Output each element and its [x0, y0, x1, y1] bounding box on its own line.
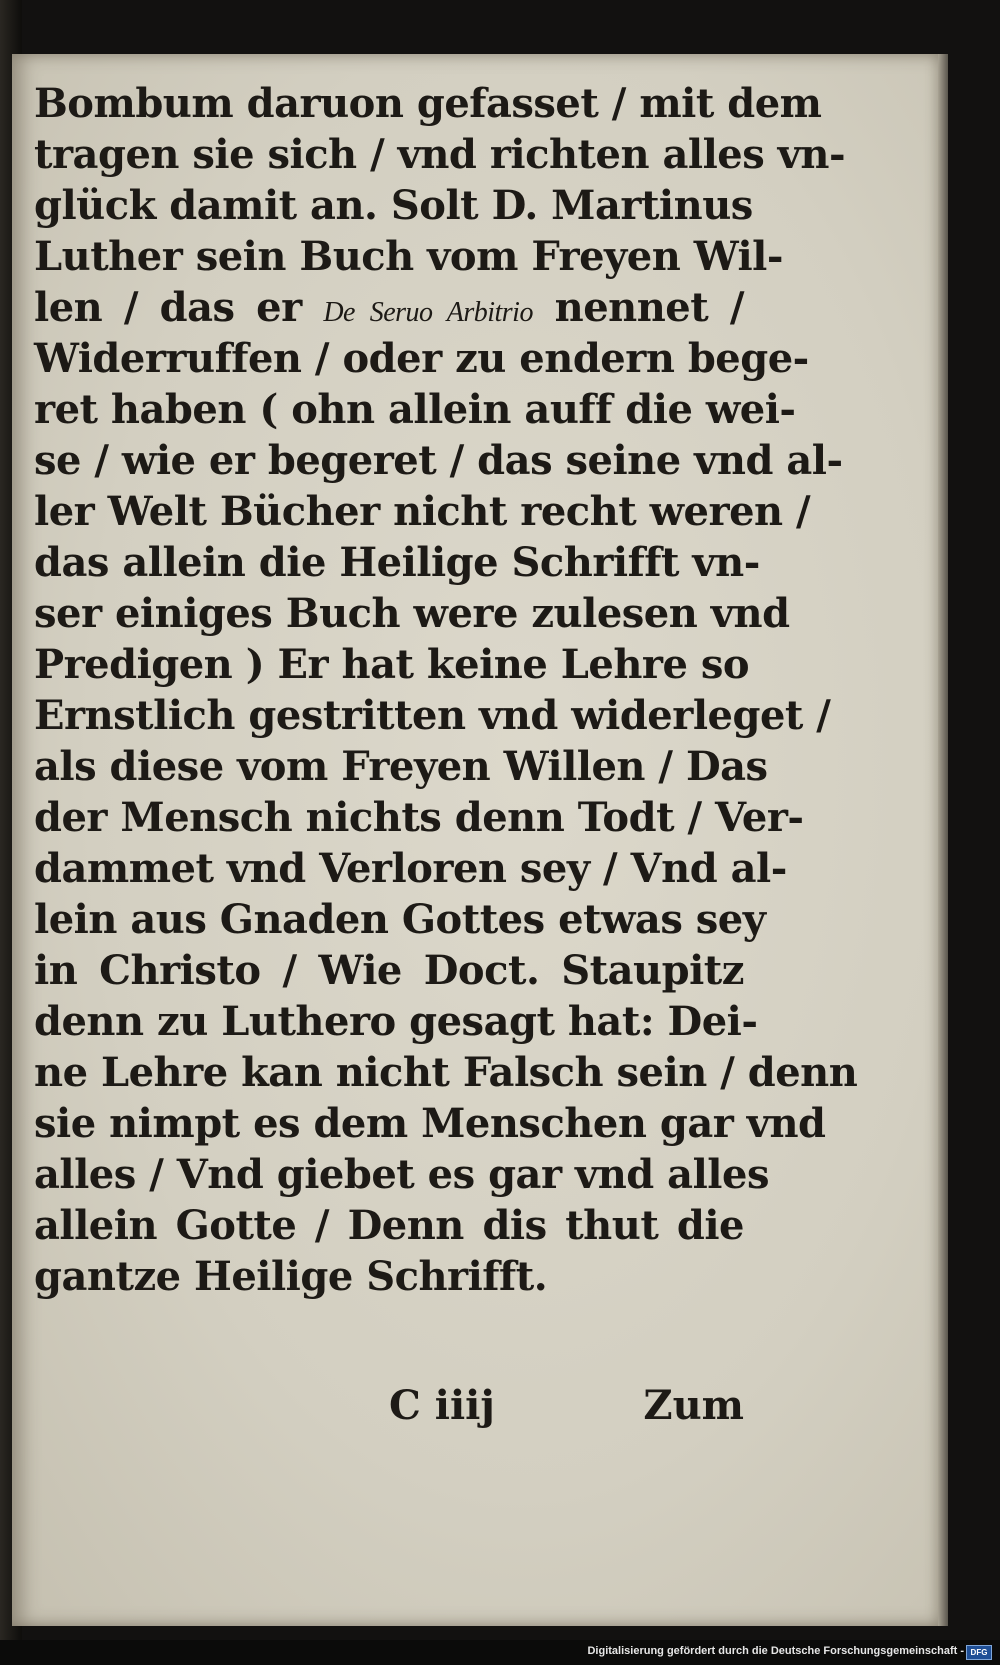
text-line-15: der Mensch nichts denn Todt / Ver- [34, 794, 804, 841]
text-line-3: glück damit an. Solt D. Martinus [34, 182, 753, 229]
page-edge [938, 54, 948, 1626]
text-line-17: lein aus Gnaden Gottes etwas sey [34, 896, 766, 943]
text-line-7: ret haben ( ohn allein auff die wei- [34, 386, 796, 433]
funding-credit: Digitalisierung gefördert durch die Deutsche Forschungsgemeinschaft - [587, 1645, 964, 1657]
text-line-16: dammet vnd Verloren sey / Vnd al- [34, 845, 787, 892]
catchword: Zum [643, 1382, 744, 1429]
text-line-18: in Christo / Wie Doct. Staupitz [34, 947, 744, 994]
dfg-logo: DFG [966, 1645, 992, 1660]
text-line-21: sie nimpt es dem Menschen gar vnd [34, 1100, 826, 1147]
text-line-14: als diese vom Freyen Willen / Das [34, 743, 768, 790]
line-5-end: nennet / [554, 284, 744, 331]
text-line-19: denn zu Luthero gesagt hat: Dei- [34, 998, 758, 1045]
latin-title: De Seruo Arbitrio [323, 297, 533, 328]
text-line-24: gantze Heilige Schrifft. [34, 1253, 548, 1300]
text-line-13: Ernstlich gestritten vnd widerleget / [34, 692, 831, 739]
signature-mark: C iiij [389, 1382, 495, 1429]
text-line-23: allein Gotte / Denn dis thut die [34, 1202, 744, 1249]
text-line-9: ler Welt Bücher nicht recht weren / [34, 488, 811, 535]
text-line-12: Predigen ) Er hat keine Lehre so [34, 641, 750, 688]
text-line-11: ser einiges Buch were zulesen vnd [34, 590, 790, 637]
text-line-2: tragen sie sich / vnd richten alles vn- [34, 131, 846, 178]
text-line-5 [34, 282, 744, 333]
body-text [34, 78, 858, 1302]
text-line-8: se / wie er begeret / das seine vnd al- [34, 437, 843, 484]
page-footer [34, 1380, 744, 1431]
text-line-1: Bombum daruon gefasset / mit dem [34, 80, 822, 127]
text-line-10: das allein die Heilige Schrifft vn- [34, 539, 760, 586]
text-line-20: ne Lehre kan nicht Falsch sein / denn [34, 1049, 858, 1096]
text-line-22: alles / Vnd giebet es gar vnd alles [34, 1151, 769, 1198]
line-5-start: len / das er [34, 284, 302, 331]
text-line-6: Widerruffen / oder zu endern bege- [34, 335, 809, 382]
text-line-4: Luther sein Buch vom Freyen Wil- [34, 233, 783, 280]
credit-bar [0, 1640, 1000, 1665]
